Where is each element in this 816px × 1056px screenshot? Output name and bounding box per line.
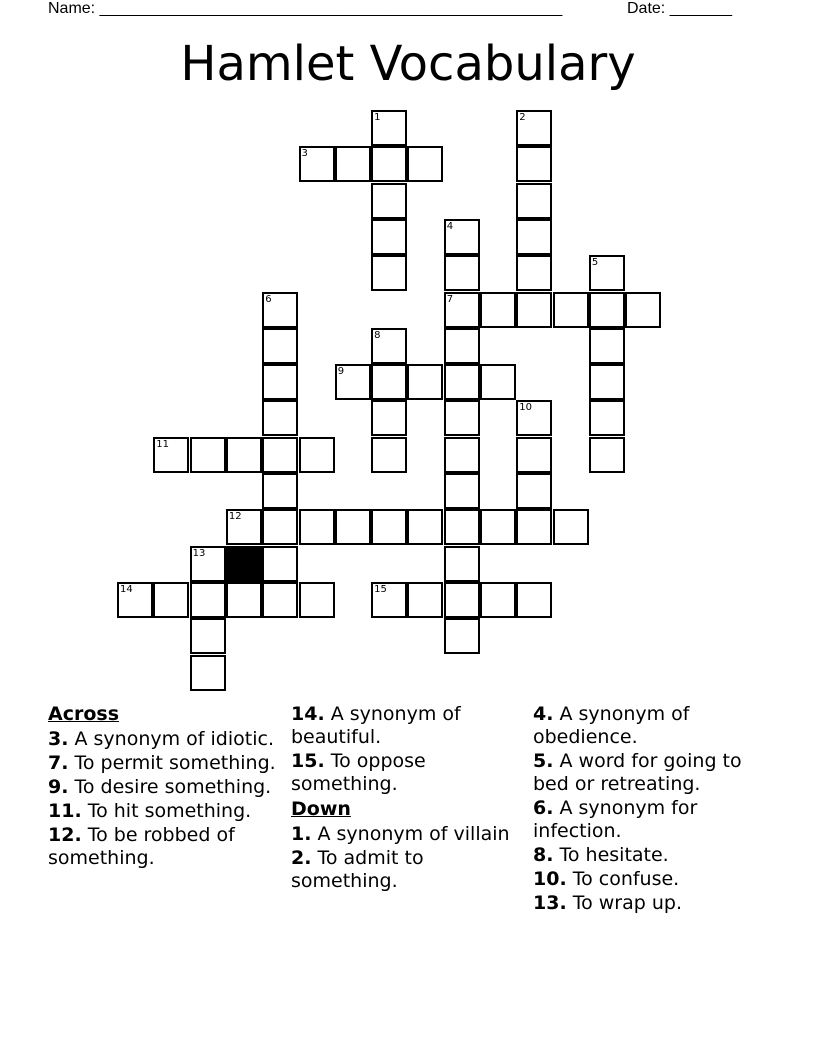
clue-item-number: 7.	[48, 752, 69, 774]
clue-item-text: A synonym of obedience.	[533, 703, 690, 748]
grid-cell[interactable]	[553, 509, 589, 545]
clue-item	[533, 703, 763, 749]
clue-item	[48, 800, 278, 823]
grid-cell[interactable]	[444, 582, 480, 618]
clue-item-text: To desire something.	[68, 776, 272, 798]
clue-item	[48, 824, 278, 870]
grid-cell[interactable]	[190, 546, 226, 582]
clues-column-2	[291, 703, 521, 894]
clue-number: 10	[519, 402, 533, 414]
grid-cell[interactable]	[262, 582, 298, 618]
across-heading: Across	[48, 703, 120, 725]
grid-cell[interactable]	[371, 364, 407, 400]
clue-item-text: To hit something.	[81, 800, 252, 822]
grid-cell[interactable]	[480, 582, 516, 618]
clue-number: 4	[446, 220, 454, 232]
grid-cell[interactable]	[262, 437, 298, 473]
clue-number: 3	[301, 148, 308, 160]
grid-cell[interactable]	[444, 546, 480, 582]
grid-cell[interactable]	[371, 183, 407, 219]
grid-cell[interactable]	[480, 509, 516, 545]
clue-item	[533, 797, 763, 843]
clue-item-text: A synonym of idiotic.	[68, 728, 274, 750]
grid-cell[interactable]	[516, 146, 552, 182]
clue-item	[533, 892, 763, 915]
grid-cell[interactable]	[299, 437, 335, 473]
grid-cell[interactable]	[407, 509, 443, 545]
clue-number: 2	[519, 112, 526, 123]
clue-item-number: 13.	[533, 892, 567, 914]
across-clue-list	[48, 728, 278, 870]
grid-block-cell	[226, 546, 262, 582]
grid-cell[interactable]	[516, 473, 552, 509]
grid-cell[interactable]	[516, 183, 552, 219]
grid-cell[interactable]	[371, 437, 407, 473]
clue-item-number: 3.	[48, 728, 69, 750]
clue-item-text: A synonym of villain	[311, 823, 510, 845]
clue-number: 12	[228, 511, 242, 523]
clue-item-text: A synonym for infection.	[533, 797, 698, 842]
down-clue-list	[291, 823, 521, 893]
grid-cell[interactable]	[335, 509, 371, 545]
grid-cell[interactable]	[589, 364, 625, 400]
grid-cell[interactable]	[589, 400, 625, 436]
grid-cell[interactable]	[371, 146, 407, 182]
grid-cell[interactable]	[262, 400, 298, 436]
grid-cell[interactable]	[516, 255, 552, 291]
grid-cell[interactable]	[262, 546, 298, 582]
grid-cell[interactable]	[444, 255, 480, 291]
clue-item	[291, 703, 521, 749]
clue-item-text: To hesitate.	[553, 844, 669, 866]
clue-item-number: 14.	[291, 703, 325, 725]
grid-cell[interactable]	[407, 582, 443, 618]
grid-cell[interactable]	[262, 292, 298, 328]
clue-item	[291, 823, 521, 846]
grid-cell[interactable]	[299, 509, 335, 545]
grid-cell[interactable]	[226, 437, 262, 473]
grid-cell[interactable]	[516, 292, 552, 328]
clue-item-number: 4.	[533, 703, 554, 725]
clue-item-number: 6.	[533, 797, 554, 819]
grid-cell[interactable]	[553, 292, 589, 328]
page-title: Hamlet Vocabulary	[180, 36, 636, 92]
clue-item-number: 5.	[533, 750, 554, 772]
grid-cell[interactable]	[371, 255, 407, 291]
clue-item-number: 15.	[291, 750, 325, 772]
clue-item-text: A word for going to bed or retreating.	[533, 750, 742, 795]
clue-item-number: 2.	[291, 847, 312, 869]
clue-item-text: To permit something.	[68, 752, 276, 774]
grid-cell[interactable]	[371, 328, 407, 364]
grid-cell[interactable]	[444, 473, 480, 509]
grid-cell[interactable]	[371, 110, 407, 146]
clue-number: 5	[591, 257, 599, 269]
clue-number: 1	[374, 112, 381, 123]
grid-cell[interactable]	[444, 400, 480, 436]
grid-cell[interactable]	[589, 437, 625, 473]
clue-number: 11	[156, 438, 170, 450]
grid-cell[interactable]	[299, 582, 335, 618]
clue-number: 13	[192, 547, 206, 559]
grid-cell[interactable]	[589, 292, 625, 328]
clue-item	[533, 750, 763, 796]
clue-item-text: To oppose something.	[291, 750, 426, 795]
grid-cell[interactable]	[516, 400, 552, 436]
clue-item-text: To confuse.	[566, 868, 680, 890]
grid-cell[interactable]	[407, 364, 443, 400]
grid-cell[interactable]	[589, 328, 625, 364]
grid-cell[interactable]	[444, 328, 480, 364]
grid-cell[interactable]	[444, 437, 480, 473]
clues-column-1	[48, 703, 278, 871]
clue-item	[291, 750, 521, 796]
date-field-label: Date: _______	[627, 0, 732, 17]
grid-cell[interactable]	[226, 509, 262, 545]
name-field-label: Name: ____________________________________________________	[48, 0, 563, 17]
clue-number: 9	[337, 366, 345, 378]
clue-item-number: 10.	[533, 868, 567, 890]
grid-cell[interactable]	[262, 328, 298, 364]
clue-item	[48, 752, 278, 775]
grid-cell[interactable]	[190, 582, 226, 618]
clue-item-number: 12.	[48, 824, 82, 846]
clue-item	[48, 728, 278, 751]
grid-cell[interactable]	[444, 618, 480, 654]
grid-cell[interactable]	[516, 219, 552, 255]
grid-cell[interactable]	[299, 146, 335, 182]
clue-item	[533, 868, 763, 891]
clue-number: 7	[446, 293, 454, 305]
clue-number: 14	[120, 583, 133, 595]
clue-number: 8	[374, 329, 381, 341]
clue-item-text: To be robbed of something.	[48, 824, 235, 869]
grid-cell[interactable]	[516, 509, 552, 545]
across-clue-list-continued	[291, 703, 521, 796]
down-heading: Down	[291, 798, 351, 820]
grid-cell[interactable]	[190, 618, 226, 654]
grid-cell[interactable]	[480, 292, 516, 328]
grid-cell[interactable]	[444, 219, 480, 255]
grid-cell[interactable]	[153, 582, 189, 618]
grid-cell[interactable]	[516, 582, 552, 618]
clue-item-number: 8.	[533, 844, 554, 866]
grid-cell[interactable]	[480, 364, 516, 400]
grid-cell[interactable]	[262, 473, 298, 509]
grid-cell[interactable]	[444, 292, 480, 328]
clue-number: 15	[374, 583, 387, 595]
clue-item-text: To wrap up.	[566, 892, 682, 914]
grid-cell[interactable]	[117, 582, 153, 618]
clue-item	[533, 844, 763, 867]
grid-cell[interactable]	[371, 219, 407, 255]
grid-cell[interactable]	[625, 292, 661, 328]
grid-cell[interactable]	[262, 364, 298, 400]
grid-cell[interactable]	[516, 437, 552, 473]
clues-column-3	[533, 703, 763, 916]
grid-cell[interactable]	[190, 437, 226, 473]
clue-item-number: 1.	[291, 823, 312, 845]
grid-cell[interactable]	[589, 255, 625, 291]
grid-cell[interactable]	[444, 509, 480, 545]
grid-cell[interactable]	[516, 110, 552, 146]
clue-item-text: A synonym of beautiful.	[291, 703, 461, 748]
clue-item-number: 9.	[48, 776, 69, 798]
grid-cell[interactable]	[190, 655, 226, 691]
grid-cell[interactable]	[335, 364, 371, 400]
grid-cell[interactable]	[262, 509, 298, 545]
grid-cell[interactable]	[444, 364, 480, 400]
grid-cell[interactable]	[153, 437, 189, 473]
grid-cell[interactable]	[371, 582, 407, 618]
grid-cell[interactable]	[335, 146, 371, 182]
grid-cell[interactable]	[226, 582, 262, 618]
grid-cell[interactable]	[371, 509, 407, 545]
clue-item-number: 11.	[48, 800, 82, 822]
clue-item	[48, 776, 278, 799]
grid-cell[interactable]	[407, 146, 443, 182]
clue-item-text: To admit to something.	[291, 847, 424, 892]
down-clue-list-continued	[533, 703, 763, 915]
clue-item	[291, 847, 521, 893]
grid-cell[interactable]	[371, 400, 407, 436]
clue-number: 6	[265, 293, 272, 305]
